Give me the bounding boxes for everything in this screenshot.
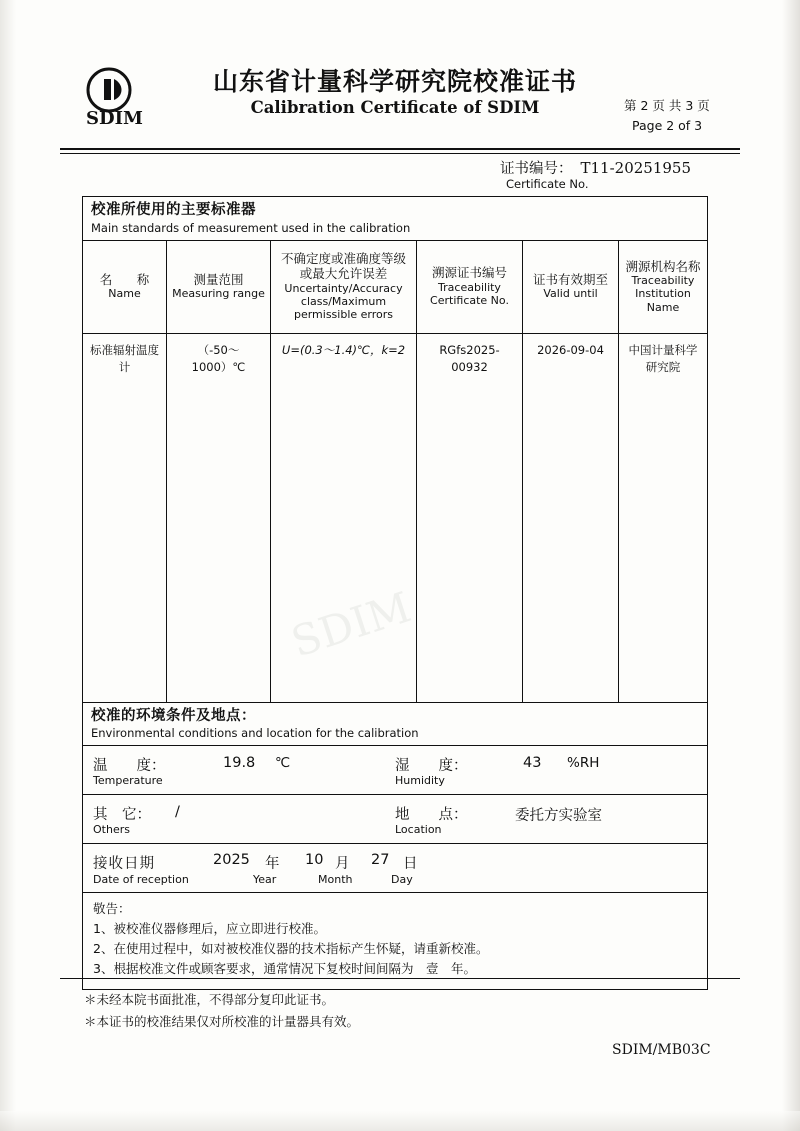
certificate-number-label-zh: 证书编号： — [500, 161, 573, 177]
reception-year-zh: 年 — [265, 856, 280, 872]
cell-trace-cert-no: RGfs2025-00932 — [417, 334, 523, 702]
scan-edge-bottom — [0, 1111, 800, 1131]
environment-band-zh: 校准的环境条件及地点： — [91, 707, 256, 724]
notes-item-3: 3、根据校准文件或顾客要求，通常情况下复校时间间隔为 壹 年。 — [93, 961, 476, 976]
footer-note-1: ＊未经本院书面批准，不得部分复印此证书。 — [84, 992, 335, 1007]
humidity-field — [395, 746, 707, 794]
header-divider — [60, 148, 740, 154]
reception-label-zh: 接收日期 — [93, 856, 155, 872]
notes-item-2: 2、在使用过程中，如对被校准仪器的技术指标产生怀疑，请重新校准。 — [93, 941, 489, 956]
col-header-uncertainty-zh: 不确定度或准确度等级或最大允许误差 — [280, 251, 406, 282]
svg-text:SDIM: SDIM — [86, 108, 143, 129]
temperature-humidity-row — [83, 746, 707, 795]
document-header — [84, 62, 724, 142]
cell-valid-until: 2026-09-04 — [523, 334, 619, 702]
standards-band-en: Main standards of measurement used in the calibration — [91, 220, 411, 235]
col-header-valid-until — [523, 241, 619, 333]
temperature-unit: ℃ — [275, 755, 291, 771]
reception-date-row — [83, 844, 707, 893]
humidity-value: 43 — [523, 755, 542, 771]
page-number-chinese: 第 2 页 共 3 页 — [624, 98, 710, 113]
col-header-uncertainty — [271, 241, 417, 333]
footer-divider — [60, 978, 740, 979]
location-field — [395, 795, 707, 843]
col-header-name-zh: 名 称 — [99, 272, 156, 288]
reception-year-value: 2025 — [213, 852, 250, 868]
watermark: SDIM — [285, 582, 417, 667]
standards-band — [83, 197, 707, 241]
reception-label-en: Date of reception — [93, 873, 189, 886]
reception-month-value: 10 — [305, 852, 324, 868]
cell-uncertainty: U=(0.3～1.4)℃，k=2 — [271, 334, 417, 702]
humidity-label-en: Humidity — [395, 774, 445, 787]
humidity-label-zh: 湿 度： — [395, 758, 468, 774]
temperature-field — [83, 746, 395, 794]
temperature-value: 19.8 — [223, 755, 256, 771]
reception-day-value: 27 — [371, 852, 390, 868]
standards-band-zh: 校准所使用的主要标准器 — [91, 202, 256, 218]
others-label-en: Others — [93, 823, 130, 836]
cell-range: （-50～1000）℃ — [167, 334, 271, 702]
footer-note-2: ＊本证书的校准结果仅对所校准的计量器具有效。 — [84, 1014, 360, 1029]
col-header-name — [83, 241, 167, 333]
reception-month-en: Month — [318, 873, 353, 886]
certificate-number — [500, 157, 691, 178]
page-number-english: Page 2 of 3 — [632, 118, 703, 133]
title-chinese: 山东省计量科学研究院校准证书 — [212, 67, 577, 96]
humidity-unit: %RH — [567, 755, 600, 771]
col-header-range-en: Measuring range — [172, 287, 265, 301]
title-english: Calibration Certificate of SDIM — [250, 98, 540, 117]
scan-edge-left — [0, 0, 16, 1131]
sdim-logo-icon — [84, 66, 160, 132]
location-label-zh: 地 点： — [395, 807, 468, 823]
reception-year-en: Year — [253, 873, 277, 886]
col-header-name-en: Name — [108, 287, 141, 301]
standards-header-row — [83, 241, 707, 334]
reception-month-zh: 月 — [335, 856, 350, 872]
table-row — [83, 334, 707, 702]
location-label-en: Location — [395, 823, 442, 836]
others-value: / — [175, 804, 180, 820]
notes-title: 敬告： — [93, 901, 131, 916]
others-label-zh: 其 它： — [93, 807, 151, 823]
environment-band — [83, 702, 707, 747]
col-header-trace-cert-en: Traceability Certificate No. — [430, 280, 509, 308]
col-header-institution-en: Traceability Institution Name — [631, 274, 695, 314]
col-header-trace-cert-zh: 溯源证书编号 — [431, 265, 507, 281]
col-header-valid-until-en: Valid until — [543, 287, 598, 301]
col-header-uncertainty-en: Uncertainty/Accuracy class/Maximum permissible errors — [284, 281, 403, 322]
others-field — [83, 795, 395, 843]
col-header-trace-cert — [417, 241, 523, 333]
scan-edge-right — [782, 0, 800, 1131]
col-header-range-zh: 测量范围 — [193, 272, 244, 288]
reception-day-zh: 日 — [403, 856, 418, 872]
temperature-label-en: Temperature — [93, 774, 163, 787]
certificate-number-value: T11-20251955 — [580, 159, 692, 177]
footer-form-code: SDIM/MB03C — [612, 1042, 711, 1058]
others-location-row — [83, 795, 707, 844]
location-value: 委托方实验室 — [515, 808, 602, 824]
temperature-label-zh: 温 度： — [93, 758, 166, 774]
notes-block — [83, 893, 707, 989]
col-header-range — [167, 241, 271, 333]
notes-item-1: 1、被校准仪器修理后，应立即进行校准。 — [93, 921, 326, 936]
col-header-institution-zh: 溯源机构名称 — [625, 258, 701, 274]
col-header-institution — [619, 241, 707, 333]
reception-day-en: Day — [391, 873, 413, 886]
cell-name: 标准辐射温度计 — [83, 334, 167, 702]
environment-band-en: Environmental conditions and location for the calibration — [91, 726, 419, 741]
col-header-valid-until-zh: 证书有效期至 — [532, 272, 608, 288]
certificate-number-label-en: Certificate No. — [506, 177, 589, 191]
cell-institution: 中国计量科学研究院 — [628, 342, 698, 374]
standards-table — [82, 196, 708, 990]
